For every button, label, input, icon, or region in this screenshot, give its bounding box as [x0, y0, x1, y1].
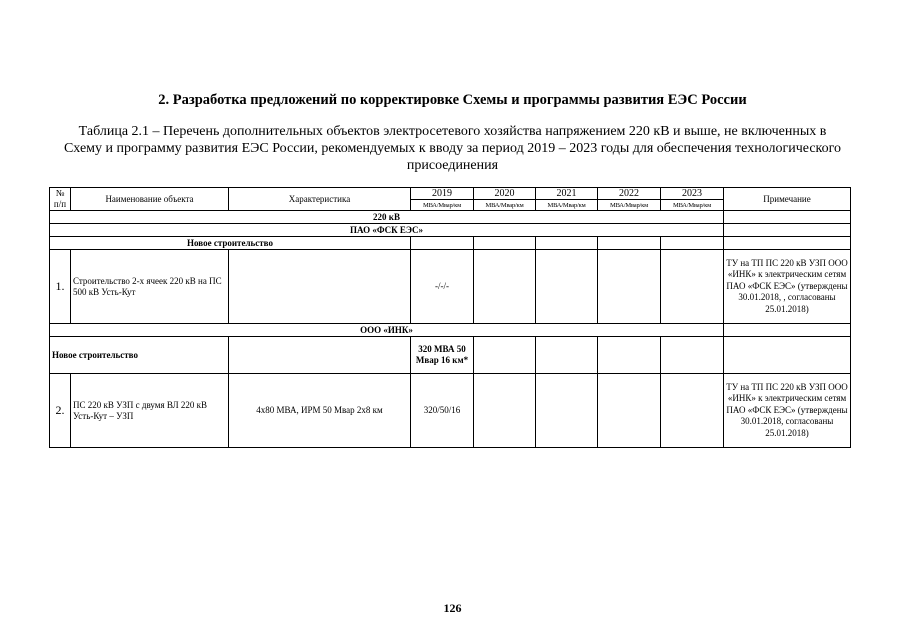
voltage-group: 220 кВ — [50, 211, 724, 224]
org-fsk: ПАО «ФСК ЕЭС» — [50, 224, 724, 237]
section-title: 2. Разработка предложений по корректировке Схемы и программы развития ЕЭС России — [158, 92, 747, 108]
table-row — [50, 250, 851, 324]
row2-2019: 320/50/16 — [411, 374, 474, 448]
org-ink: ООО «ИНК» — [50, 324, 724, 337]
row2-characteristics: 4х80 МВА, ИРМ 50 Мвар 2х8 км — [229, 374, 411, 448]
row2-num: 2. — [50, 374, 71, 448]
new-construction-row-2 — [50, 337, 851, 374]
table-caption: Таблица 2.1 – Перечень дополнительных объектов электросетевого хозяйства напряжением 220 кВ и выше, не включенных в Схему и программу развития ЕЭС России, рекомендуемых к вводу за период 2019 – 2023 годы для обеспечения технологического присоединения — [63, 124, 842, 173]
org-row-1 — [50, 224, 851, 237]
header-unit-2023: МВА/Мвар/км — [661, 200, 724, 211]
row1-2019: -/-/- — [411, 250, 474, 324]
header-characteristics: Характеристика — [229, 188, 411, 211]
header-row — [50, 188, 851, 200]
header-unit-2022: МВА/Мвар/км — [598, 200, 661, 211]
header-year-2019: 2019 — [411, 188, 474, 200]
row1-note: ТУ на ТП ПС 220 кВ УЗП ООО «ИНК» к электрическим сетям ПАО «ФСК ЕЭС» (утверждены 30.01.2018, , согласованы 25.01.2018) — [724, 250, 851, 324]
header-name: Наименование объекта — [71, 188, 229, 211]
header-year-2020: 2020 — [474, 188, 536, 200]
header-num: № п/п — [50, 188, 71, 211]
org-row-2 — [50, 324, 851, 337]
header-year-2021: 2021 — [536, 188, 598, 200]
page-number: 126 — [443, 601, 462, 615]
subtotal-2019: 320 МВА 50 Мвар 16 км* — [411, 337, 474, 374]
header-unit-2021: МВА/Мвар/км — [536, 200, 598, 211]
header-year-2022: 2022 — [598, 188, 661, 200]
objects-table — [49, 187, 851, 448]
new-construction-row-1 — [50, 237, 851, 250]
header-unit-2020: МВА/Мвар/км — [474, 200, 536, 211]
voltage-group-row — [50, 211, 851, 224]
table-row — [50, 374, 851, 448]
header-unit-2019: МВА/Мвар/км — [411, 200, 474, 211]
row2-name: ПС 220 кВ УЗП с двумя ВЛ 220 кВ Усть-Кут – УЗП — [71, 374, 229, 448]
header-notes: Примечание — [724, 188, 851, 211]
row1-num: 1. — [50, 250, 71, 324]
row2-note: ТУ на ТП ПС 220 кВ УЗП ООО «ИНК» к электрическим сетям ПАО «ФСК ЕЭС» (утверждены 30.01.2018, согласованы 25.01.2018) — [724, 374, 851, 448]
header-year-2023: 2023 — [661, 188, 724, 200]
new-construction-label-1: Новое строительство — [50, 237, 411, 250]
new-construction-label-2: Новое строительство — [50, 337, 229, 374]
row1-name: Строительство 2-х ячеек 220 кВ на ПС 500 кВ Усть-Кут — [71, 250, 229, 324]
